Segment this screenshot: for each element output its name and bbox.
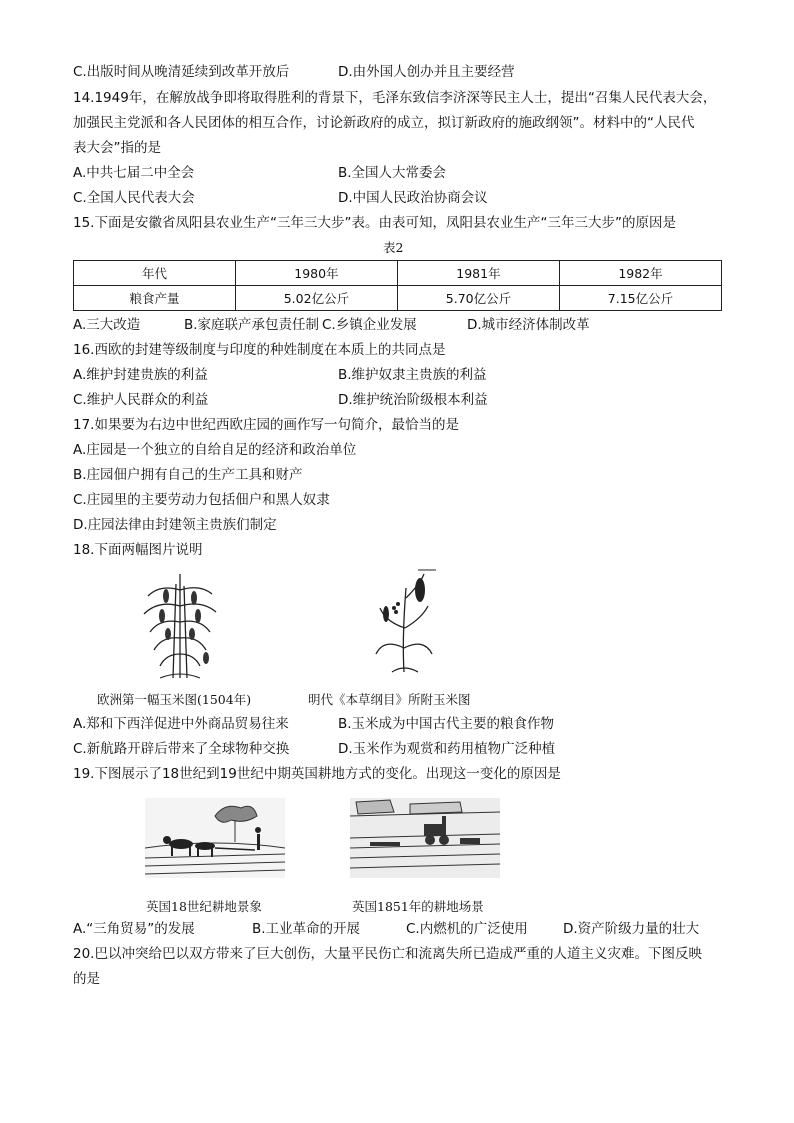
table-row-label: 粮食产量 <box>74 286 236 311</box>
q15-option-a: A.三大改造 <box>73 317 141 333</box>
q18-caption-1: 欧洲第一幅玉米图(1504年) <box>97 692 252 707</box>
q17-option-d: D.庄园法律由封建领主贵族们制定 <box>73 517 277 533</box>
q18-caption-2: 明代《本草纲目》所附玉米图 <box>308 692 471 707</box>
table-header-cell: 1982年 <box>559 261 721 286</box>
q17-stem: 17.如果要为右边中世纪西欧庄园的画作写一句简介，最恰当的是 <box>73 417 459 433</box>
q18-option-a: A.郑和下西洋促进中外商品贸易往来 <box>73 716 289 732</box>
q14-option-a: A.中共七届二中全会 <box>73 165 195 181</box>
q15-option-b: B.家庭联产承包责任制 <box>184 317 320 333</box>
q19-option-b: B.工业革命的开展 <box>252 921 361 937</box>
q17-option-a: A.庄园是一个独立的自给自足的经济和政治单位 <box>73 442 357 458</box>
q16-option-d: D.维护统治阶级根本利益 <box>338 392 488 408</box>
q15-option-d: D.城市经济体制改革 <box>467 317 590 333</box>
q15-stem: 15.下面是安徽省凤阳县农业生产“三年三大步”表。由表可知，凤阳县农业生产“三年三大步”的原因是 <box>73 215 676 231</box>
q19-stem: 19.下图展示了18世纪到19世纪中期英国耕地方式的变化。出现这一变化的原因是 <box>73 766 561 782</box>
q17-option-c: C.庄园里的主要劳动力包括佃户和黑人奴隶 <box>73 492 330 508</box>
q20-stem-line-1: 20.巴以冲突给巴以双方带来了巨大创伤，大量平民伤亡和流离失所已造成严重的人道主义灾难。下图反映 <box>73 946 702 962</box>
q14-stem-line-2: 加强民主党派和各人民团体的相互合作，讨论新政府的成立，拟订新政府的施政纲领”。材料中的“人民代 <box>73 115 695 131</box>
q20-stem-line-2: 的是 <box>73 971 100 987</box>
q15-option-c: C.乡镇企业发展 <box>322 317 417 333</box>
european-corn-illustration <box>140 570 220 682</box>
q19-caption-1: 英国18世纪耕地景象 <box>146 899 262 914</box>
q16-option-a: A.维护封建贵族的利益 <box>73 367 208 383</box>
table-header-cell: 1981年 <box>397 261 559 286</box>
grain-output-table <box>73 260 722 311</box>
q19-option-c: C.内燃机的广泛使用 <box>406 921 528 937</box>
q18-option-c: C.新航路开辟后带来了全球物种交换 <box>73 741 290 757</box>
q19-option-a: A.“三角贸易”的发展 <box>73 921 195 937</box>
q16-stem: 16.西欧的封建等级制度与印度的种姓制度在本质上的共同点是 <box>73 342 446 358</box>
q16-option-c: C.维护人民群众的利益 <box>73 392 209 408</box>
q14-option-c: C.全国人民代表大会 <box>73 190 195 206</box>
q19-caption-2: 英国1851年的耕地场景 <box>352 899 484 914</box>
q17-option-b: B.庄园佃户拥有自己的生产工具和财产 <box>73 467 303 483</box>
q19-option-d: D.资产阶级力量的壮大 <box>563 921 700 937</box>
table-title: 表2 <box>383 240 404 255</box>
q18-option-b: B.玉米成为中国古代主要的粮食作物 <box>338 716 555 732</box>
q14-option-d: D.中国人民政治协商会议 <box>338 190 488 206</box>
table-row <box>74 286 722 311</box>
q13-option-c: C.出版时间从晚清延续到改革开放后 <box>73 64 290 80</box>
table-header-cell: 年代 <box>74 261 236 286</box>
q14-stem-line-3: 表大会”指的是 <box>73 140 161 156</box>
table-cell: 5.70亿公斤 <box>397 286 559 311</box>
q13-option-d: D.由外国人创办并且主要经营 <box>338 64 515 80</box>
bencao-corn-illustration <box>370 568 440 680</box>
q14-option-b: B.全国人大常委会 <box>338 165 447 181</box>
table-header-row <box>74 261 722 286</box>
plowing-18th-century-illustration <box>145 798 285 878</box>
q14-stem-line-1: 14.1949年，在解放战争即将取得胜利的背景下，毛泽东致信李济深等民主人士，提出“召集人民代表大会， <box>73 90 717 106</box>
table-header-cell: 1980年 <box>235 261 397 286</box>
plowing-1851-illustration <box>350 798 500 878</box>
table-cell: 5.02亿公斤 <box>235 286 397 311</box>
q16-option-b: B.维护奴隶主贵族的利益 <box>338 367 487 383</box>
q18-option-d: D.玉米作为观赏和药用植物广泛种植 <box>338 741 556 757</box>
table-cell: 7.15亿公斤 <box>559 286 721 311</box>
q18-stem: 18.下面两幅图片说明 <box>73 542 203 558</box>
